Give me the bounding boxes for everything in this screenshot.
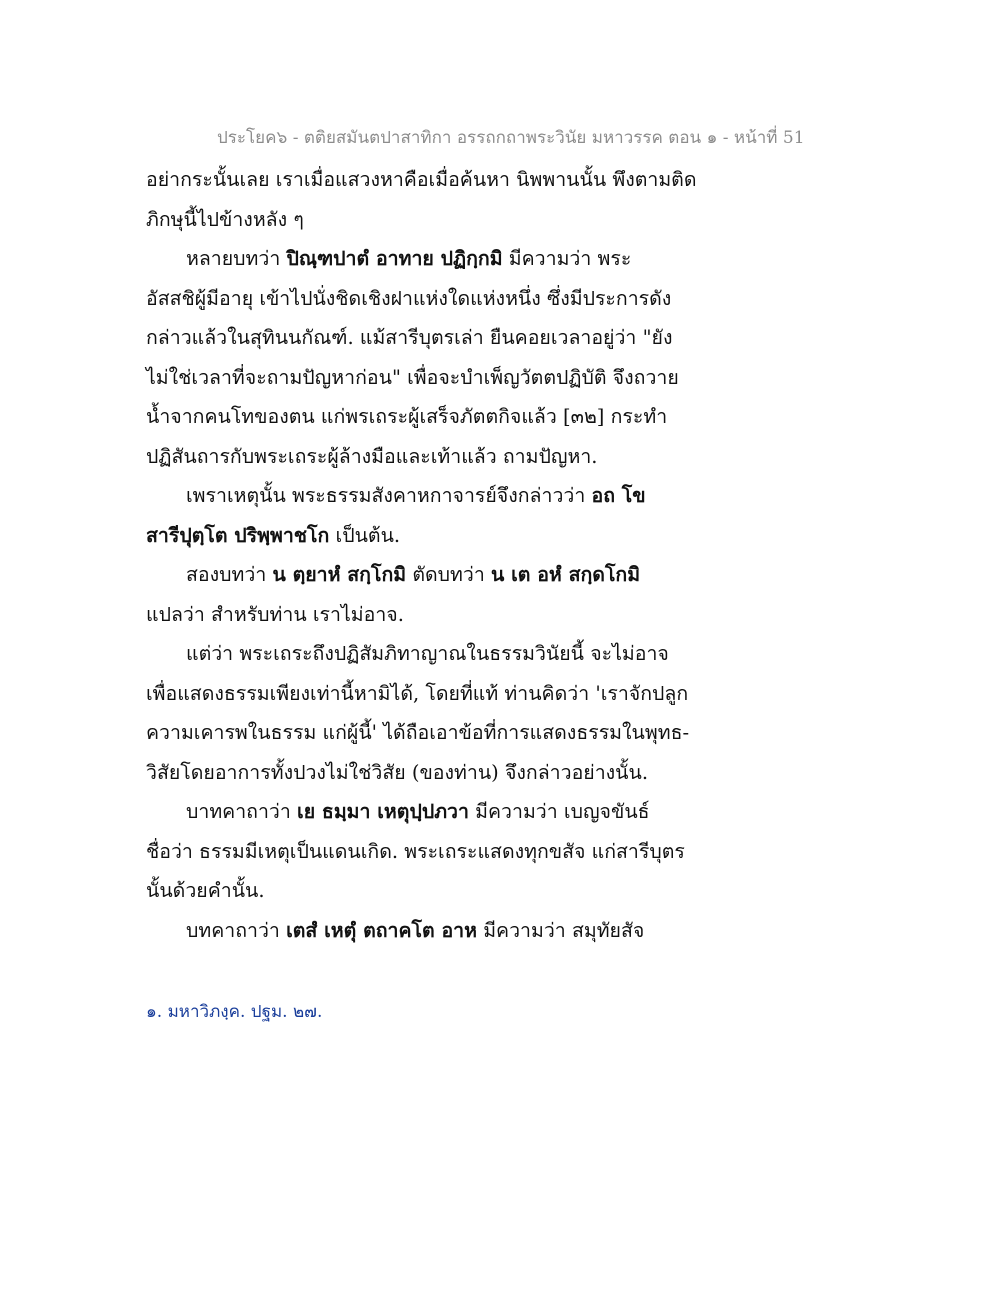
text-line (146, 239, 706, 279)
pali-term: ปิณฺฑปาตํ อาทาย ปฏิกฺกมิ (286, 247, 503, 270)
text-line (146, 871, 706, 911)
text-segment: ภิกษุนี้ไปข้างหลัง ๆ (146, 207, 304, 231)
text-segment: อัสสชิผู้มีอายุ เข้าไปนั่งชิดเชิงฝาแห่งใดแห่งหนึ่ง ซึ่งมีประการดัง (146, 286, 672, 310)
pali-term: น ตฺยาหํ สกฺโกมิ (272, 563, 407, 586)
text-segment: บาทคาถาว่า (186, 800, 298, 823)
text-line (146, 318, 706, 358)
text-line (146, 555, 706, 595)
footnote: ๑. มหาวิภงฺค. ปฐม. ๒๗. (146, 1002, 323, 1022)
pali-term: น เต อหํ สกฺดโกมิ (490, 563, 641, 586)
text-segment: เพราเหตุนั้น พระธรรมสังคาหกาจารย์จึงกล่าวว่า (186, 484, 592, 507)
text-segment: มีความว่า พระ (502, 247, 632, 270)
text-segment: เป็นต้น. (329, 523, 401, 547)
text-line (146, 911, 706, 951)
text-line (146, 397, 706, 437)
pali-term: เตสํ เหตุํ ตถาคโต อาห (286, 918, 477, 942)
text-segment: ปฏิสันถารกับพระเถระผู้ล้างมือและเท้าแล้ว ถามปัญหา. (146, 444, 598, 468)
text-line (146, 753, 706, 793)
text-segment: สองบทว่า (186, 563, 273, 586)
text-segment: ตัดบทว่า (406, 563, 491, 586)
text-segment: นั้นด้วยคำนั้น. (146, 879, 265, 902)
pali-term: อถ โข (591, 484, 646, 507)
text-line (146, 634, 706, 674)
text-segment: กล่าวแล้วในสุทินนกัณฑ์. แม้สารีบุตรเล่า ยืนคอยเวลาอยู่ว่า "ยัง (146, 326, 673, 349)
text-line (146, 595, 706, 635)
text-segment: ไม่ใช่เวลาที่จะถามปัญหาก่อน" เพื่อจะบำเพ็ญวัตตปฏิบัติ จึงถวาย (146, 365, 679, 389)
text-segment: บทคาถาว่า (186, 918, 287, 942)
text-segment: หลายบทว่า (186, 247, 287, 270)
text-line (146, 832, 706, 872)
text-segment: มีความว่า เบญจขันธ์ (468, 800, 650, 823)
text-segment: เพื่อแสดงธรรมเพียงเท่านี้หามิได้, โดยที่แท้ ท่านคิดว่า 'เราจักปลูก (146, 681, 689, 705)
text-segment: อย่ากระนั้นเลย เราเมื่อแสวงหาคือเมื่อค้นหา นิพพานนั้น พึงตามติด (146, 168, 697, 191)
pali-term: เย ธมฺมา เหตุปฺปภวา (297, 800, 469, 823)
text-segment: วิสัยโดยอาการทั้งปวงไม่ใช่วิสัย (ของท่าน) จึงกล่าวอย่างนั้น. (146, 760, 649, 784)
text-segment: มีความว่า สมุทัยสัจ (477, 918, 645, 942)
page-header: ประโยค๖ - ตติยสมันตปาสาทิกา อรรถกถาพระวินัย มหาวรรค ตอน ๑ - หน้าที่ 51 (217, 128, 805, 148)
text-line (146, 437, 706, 477)
text-line (146, 792, 706, 832)
pali-term: สารีปุตฺโต ปริพฺพาชโก (146, 523, 330, 547)
text-line (146, 358, 706, 398)
text-line (146, 476, 706, 516)
text-segment: ความเคารพในธรรม แก่ผู้นี้' ได้ถือเอาข้อที่การแสดงธรรมในพุทธ- (146, 721, 690, 744)
body-text (146, 160, 706, 950)
text-segment: แปลว่า สำหรับท่าน เราไม่อาจ. (146, 602, 404, 626)
text-line (146, 516, 706, 556)
text-line (146, 279, 706, 319)
text-segment: แต่ว่า พระเถระถึงปฏิสัมภิทาญาณในธรรมวินัยนี้ จะไม่อาจ (186, 642, 669, 665)
text-segment: น้ำจากคนโทของตน แก่พรเถระผู้เสร็จภัตตกิจแล้ว [๓๒] กระทำ (146, 405, 668, 428)
text-line (146, 713, 706, 753)
text-line (146, 200, 706, 240)
text-line (146, 160, 706, 200)
text-line (146, 674, 706, 714)
text-segment: ชื่อว่า ธรรมมีเหตุเป็นแดนเกิด. พระเถระแสดงทุกขสัจ แก่สารีบุตร (146, 839, 685, 863)
